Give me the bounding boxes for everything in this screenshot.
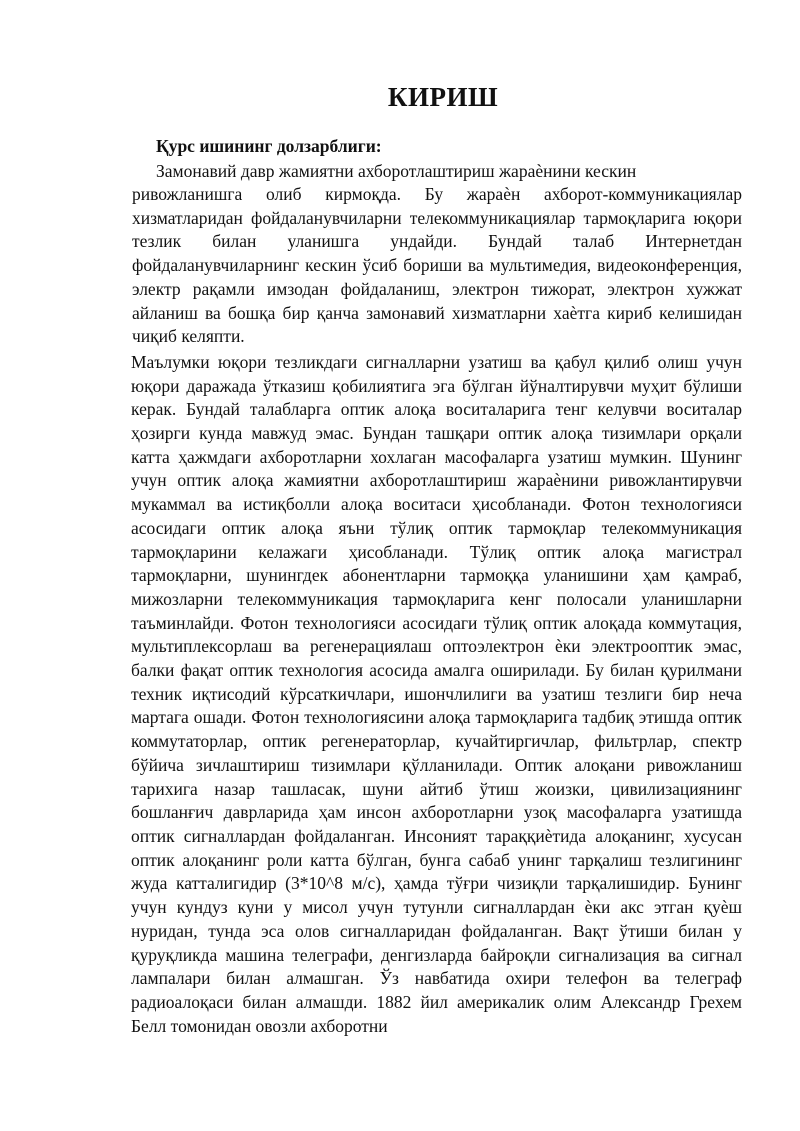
paragraph-2: Маълумки юқори тезликдаги сигналларни узатиш ва қабул қилиб олиш учун юқори даражада ўтказиш қобилиятига эга бўлган йўналтирувчи муҳит бўлиши керак. Бундай талабларга оптик алоқа воситаларига тенг келувчи воситалар ҳозирги кунда мавжуд эмас. Бундан ташқари оптик алоқа тизимлари орқали катта ҳажмдаги ахборотларни хохлаган масофаларга узатиш мумкин. Шунинг учун оптик алоқа жамиятни ахборотлаштириш жараѐнини ривожлантирувчи мукаммал ва истиқболли алоқа воситаси ҳисобланади. Фотон технологияси асосидаги оптик алоқа яъни тўлиқ оптик тармоқлар телекоммуникация тармоқларини келажаги ҳисобланади. Тўлиқ оптик алоқа магистрал тармоқларни, шунингдек абонентларни тармоққа уланишини ҳам қамраб, мижозларни телекоммуникация тармоқларига кенг полосали уланишларни таъминлайди. Фотон технологияси асосидаги тўлиқ оптик алоқада коммутация, мультиплексорлаш ва регенерациялаш оптоэлектрон ѐки электрооптик эмас, балки фақат оптик технология асосида амалга оширилади. Бу билан қурилмани техник иқтисодий кўрсаткичлари, ишончлилиги ва узатиш тезлиги бир неча мартага ошади. Фотон технологиясини алоқа тармоқларига тадбиқ этишда оптик коммутаторлар, оптик регенераторлар, кучайтиргичлар, фильтрлар, спектр бўйича зичлаштириш тизимлари қўлланилади. Оптик алоқани ривожланиш тарихига назар ташласак, шуни айтиб ўтиш жоизки, цивилизациянинг бошланғич даврларида ҳам инсон ахборотларни узоқ масофаларга узатишда оптик сигналлардан фойдаланган. Инсоният тараққиѐтида алоқанинг, хусусан оптик алоқанинг роли катта бўлган, бунга сабаб унинг тарқалиш тезлигининг жуда катталигидир (3*10^8 м/с), ҳамда тўғри чизиқли тарқалишидир. Бунинг учун кундуз куни у мисол учун тутунли сигналлардан ѐки акс этган қуѐш нуридан, тунда эса олов сигналларидан фойдаланган. Вақт ўтиши билан у қуруқликда машина телеграфи, денгизларда байроқли сигнализация ва сигнал лампалари билан алмашган. Ўз навбатида охири телефон ва телеграф радиоалоқаси билан алмашди. 1882 йил америкалик олим Александр Грехем Белл томонидан овозли ахборотни [131,351,742,1036]
document-page [132,0,742,1038]
paragraph-first-line: Замонавий давр жамиятни ахборотлаштириш жараѐнини кескин [156,161,637,181]
paragraph-1: ривожланишга олиб кирмоқда. Бу жараѐн ахборот-коммуникациялар хизматларидан фойдаланувчиларни телекоммуникациялар тармоқларига юқори тезлик билан уланишга ундайди. Бундай талаб Интернетдан фойдаланувчиларнинг кескин ўсиб бориши ва мультимедия, видеоконференция, электр рақамли имзодан фойдаланиш, электрон тижорат, электрон хужжат айланиш ва бошқа бир қанча замонавий хизматларни хаѐтга кириб келишидан чиқиб келяпти. [132,184,742,347]
section-subtitle: Қурс ишининг долзарблиги: [156,136,382,156]
page-title: КИРИШ [387,82,499,112]
